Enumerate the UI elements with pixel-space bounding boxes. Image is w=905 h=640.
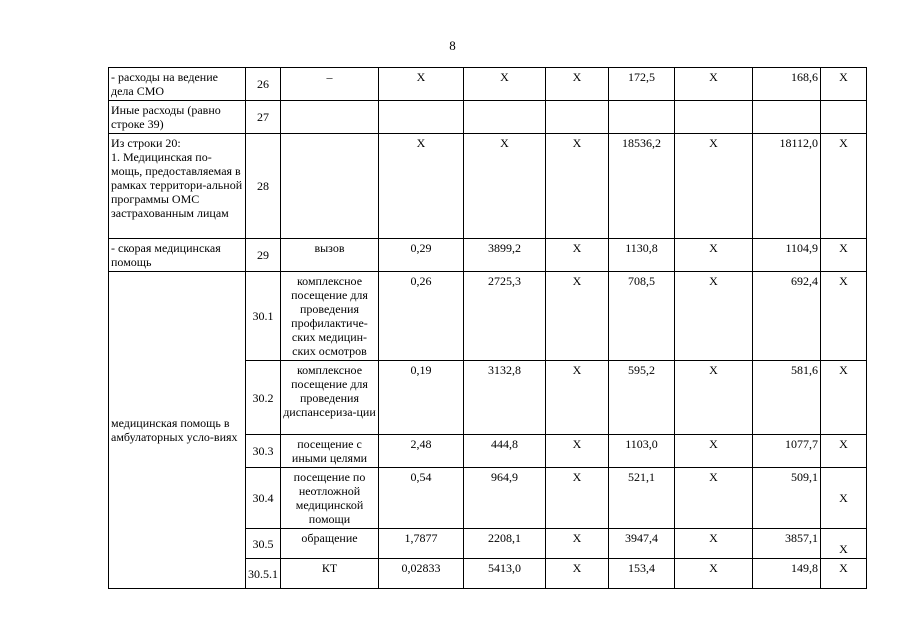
unit-cell: обращение (281, 529, 379, 559)
table-cell (546, 101, 609, 134)
table-cell: X (546, 361, 609, 435)
table-row (109, 68, 867, 101)
unit-cell: посещение по неотложной медицинской помощи (281, 468, 379, 529)
table-cell (821, 101, 867, 134)
financing-table (108, 67, 867, 589)
unit-cell (281, 134, 379, 239)
table-cell: X (546, 239, 609, 272)
table-cell: 2,48 (379, 435, 464, 468)
table-cell: X (821, 529, 867, 559)
table-cell: 3857,1 (753, 529, 821, 559)
table-cell: X (675, 272, 753, 361)
table-cell: X (675, 239, 753, 272)
table-cell: X (546, 435, 609, 468)
unit-cell (281, 101, 379, 134)
table-cell: X (821, 468, 867, 529)
row-number: 27 (246, 101, 281, 134)
unit-cell: посещение с иными целями (281, 435, 379, 468)
table-cell: X (821, 559, 867, 589)
table-cell: 3132,8 (464, 361, 546, 435)
table-cell: X (821, 361, 867, 435)
table-cell: X (675, 529, 753, 559)
table-cell: 0,54 (379, 468, 464, 529)
table-cell (675, 101, 753, 134)
row-number: 28 (246, 134, 281, 239)
table-cell: 1077,7 (753, 435, 821, 468)
unit-cell: вызов (281, 239, 379, 272)
table-cell: 1104,9 (753, 239, 821, 272)
row-number: 30.5 (246, 529, 281, 559)
unit-cell: – (281, 68, 379, 101)
row-number: 29 (246, 239, 281, 272)
table-cell: X (546, 134, 609, 239)
table-cell: 964,9 (464, 468, 546, 529)
table-cell: 5413,0 (464, 559, 546, 589)
table-cell: 1103,0 (609, 435, 675, 468)
table-cell: X (675, 134, 753, 239)
table-cell: X (675, 435, 753, 468)
table-cell: X (675, 468, 753, 529)
table-cell (464, 101, 546, 134)
table-row (109, 134, 867, 239)
table-cell: X (546, 559, 609, 589)
table-cell: X (546, 468, 609, 529)
table-cell: 708,5 (609, 272, 675, 361)
table-cell: 0,02833 (379, 559, 464, 589)
table-cell: X (675, 68, 753, 101)
row-label: Из строки 20: 1. Медицинская по-мощь, предоставляемая в рамках территори-альной программы ОМС застрахованным лицам (109, 134, 246, 239)
row-number: 30.3 (246, 435, 281, 468)
table-cell: 2725,3 (464, 272, 546, 361)
table-cell: 444,8 (464, 435, 546, 468)
unit-cell: комплексное посещение для проведения профилактиче-ских медицин-ских осмотров (281, 272, 379, 361)
table-cell: X (821, 435, 867, 468)
table-cell: 149,8 (753, 559, 821, 589)
table-cell: 3899,2 (464, 239, 546, 272)
row-number: 26 (246, 68, 281, 101)
row-number: 30.2 (246, 361, 281, 435)
table-cell: 0,19 (379, 361, 464, 435)
row-number: 30.1 (246, 272, 281, 361)
row-number: 30.4 (246, 468, 281, 529)
unit-cell: КТ (281, 559, 379, 589)
table-cell: 1130,8 (609, 239, 675, 272)
table-row (109, 101, 867, 134)
table-cell: X (546, 68, 609, 101)
table-cell: 581,6 (753, 361, 821, 435)
table-cell (379, 101, 464, 134)
row-label: - расходы на ведение дела СМО (109, 68, 246, 101)
table-cell: 521,1 (609, 468, 675, 529)
unit-cell: комплексное посещение для проведения диспансериза-ции (281, 361, 379, 435)
table-cell: X (675, 361, 753, 435)
row-number: 30.5.1 (246, 559, 281, 589)
table-row (109, 272, 867, 361)
row-label: Иные расходы (равно строке 39) (109, 101, 246, 134)
table-cell: X (379, 68, 464, 101)
table-cell: 18536,2 (609, 134, 675, 239)
table-cell: 172,5 (609, 68, 675, 101)
table-cell: 692,4 (753, 272, 821, 361)
table-cell: X (379, 134, 464, 239)
row-label: - скорая медицинская помощь (109, 239, 246, 272)
table-cell: X (821, 272, 867, 361)
table-cell: 1,7877 (379, 529, 464, 559)
page-number: 8 (449, 38, 456, 53)
table-cell (753, 101, 821, 134)
ambulatory-label: медицинская помощь в амбулаторных усло-виях (109, 272, 246, 589)
table-cell: 0,26 (379, 272, 464, 361)
table-cell: 153,4 (609, 559, 675, 589)
table-cell: X (821, 239, 867, 272)
table-cell (609, 101, 675, 134)
table-cell: 0,29 (379, 239, 464, 272)
table-row (109, 239, 867, 272)
table-cell: X (546, 529, 609, 559)
table-cell: X (464, 68, 546, 101)
table-cell: X (675, 559, 753, 589)
table-cell: X (821, 68, 867, 101)
table-cell: X (821, 134, 867, 239)
table-cell: 595,2 (609, 361, 675, 435)
table-cell: X (464, 134, 546, 239)
table-cell: 2208,1 (464, 529, 546, 559)
table-cell: 168,6 (753, 68, 821, 101)
table-cell: X (546, 272, 609, 361)
table-cell: 18112,0 (753, 134, 821, 239)
table-cell: 3947,4 (609, 529, 675, 559)
table-cell: 509,1 (753, 468, 821, 529)
